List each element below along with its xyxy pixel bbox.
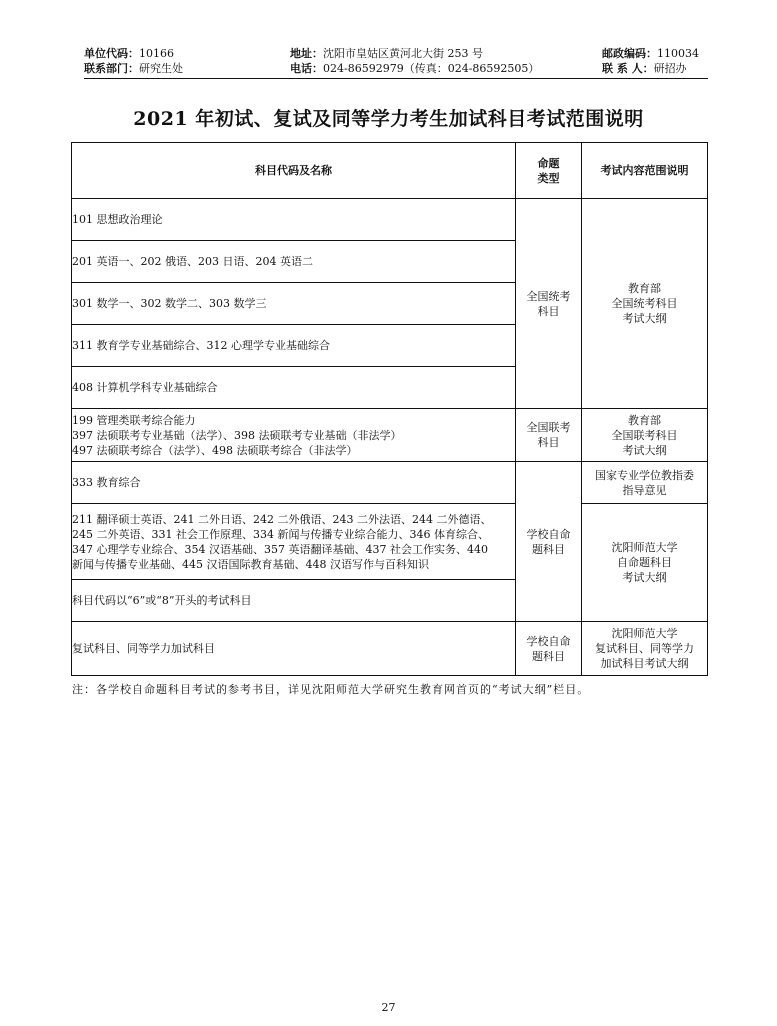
table-row [72, 504, 708, 580]
page-title: 2021 年初试、复试及同等学力考生加试科目考试范围说明 [133, 108, 644, 130]
subject-cell: 211 翻译硕士英语、241 二外日语、242 二外俄语、243 二外法语、244 二外德语、 245 二外英语、331 社会工作原理、334 新闻与传播专业综合能力、346 体育综合、 347 心理学专业综合、354 汉语基础、357 英语翻译基础、437 社会工作实务、440 新闻与传播专业基础、445 汉语国际教育基础、448 汉语写作与百科知识 [72, 504, 516, 580]
scope-cell-guidance: 国家专业学位教指委 指导意见 [582, 462, 708, 504]
subject-cell: 333 教育综合 [72, 462, 516, 504]
address-value: 沈阳市皇姑区黄河北大街 253 号 [323, 47, 483, 60]
header-type: 命题 类型 [516, 143, 582, 199]
header-scope: 考试内容范围说明 [582, 143, 708, 199]
table-header-row [72, 143, 708, 199]
phone-value: 024-86592979（传真：024-86592505） [323, 62, 540, 75]
scope-cell-school: 沈阳师范大学 自命题科目 考试大纲 [582, 504, 708, 622]
scope-cell-national: 教育部 全国统考科目 考试大纲 [582, 199, 708, 409]
letterhead [84, 46, 708, 80]
exam-scope-table [71, 142, 708, 676]
contact-label: 联 系 人： [602, 62, 654, 75]
subject-cell: 201 英语一、202 俄语、203 日语、204 英语二 [72, 241, 516, 283]
type-cell-joint: 全国联考 科目 [516, 409, 582, 462]
table-row [72, 409, 708, 462]
subject-cell: 408 计算机学科专业基础综合 [72, 367, 516, 409]
type-cell-school-retest: 学校自命 题科目 [516, 622, 582, 676]
dept-label: 联系部门： [84, 62, 139, 75]
subject-cell: 101 思想政治理论 [72, 199, 516, 241]
letterhead-left [84, 46, 183, 76]
letterhead-middle [290, 46, 539, 76]
postcode-value: 110034 [657, 47, 699, 60]
subject-cell: 科目代码以“6”或“8”开头的考试科目 [72, 580, 516, 622]
footnote: 注：各学校自命题科目考试的参考书目，详见沈阳师范大学研究生教育网首页的“考试大纲”栏目。 [72, 683, 590, 696]
postcode-label: 邮政编码： [602, 47, 657, 60]
unit-code-value: 10166 [139, 47, 174, 60]
table-row [72, 462, 708, 504]
type-cell-school: 学校自命 题科目 [516, 462, 582, 622]
scope-cell-joint: 教育部 全国联考科目 考试大纲 [582, 409, 708, 462]
contact-value: 研招办 [653, 62, 687, 75]
subject-cell: 199 管理类联考综合能力 397 法硕联考专业基础（法学）、398 法硕联考专业基础（非法学） 497 法硕联考综合（法学）、498 法硕联考综合（非法学） [72, 409, 516, 462]
table-row [72, 622, 708, 676]
dept-value: 研究生处 [139, 62, 183, 75]
unit-code-label: 单位代码： [84, 47, 139, 60]
header-divider [84, 78, 708, 79]
page-number: 27 [381, 1001, 396, 1014]
address-label: 地址： [290, 47, 323, 60]
letterhead-right [602, 46, 699, 76]
header-subject: 科目代码及名称 [72, 143, 516, 199]
subject-cell: 311 教育学专业基础综合、312 心理学专业基础综合 [72, 325, 516, 367]
scope-cell-retest: 沈阳师范大学 复试科目、同等学力 加试科目考试大纲 [582, 622, 708, 676]
phone-label: 电话： [290, 62, 323, 75]
table-row [72, 199, 708, 241]
subject-cell: 复试科目、同等学力加试科目 [72, 622, 516, 676]
type-cell-national: 全国统考 科目 [516, 199, 582, 409]
subject-cell: 301 数学一、302 数学二、303 数学三 [72, 283, 516, 325]
